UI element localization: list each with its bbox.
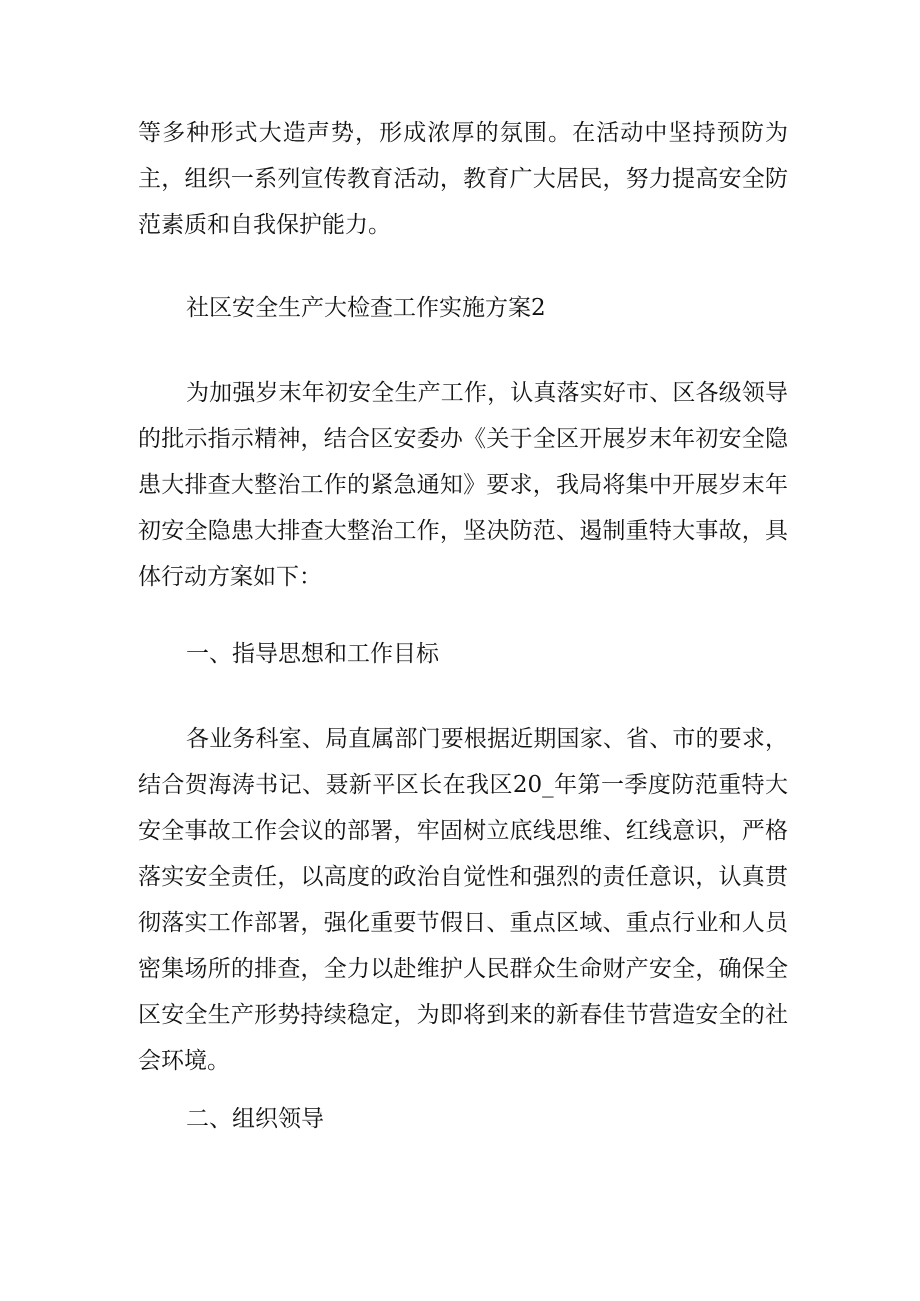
heading-organization-leadership: 二、组织领导 (186, 1106, 324, 1132)
intro-paragraph: 为加强岁末年初安全生产工作，认真落实好市、区各级领导的批示指示精神，结合区安委办《关于全区开展岁末年初安全隐患大排查大整治工作的紧急通知》要求，我局将集中开展岁末年初安全隐患大排查大整治工作，坚决防范、遏制重特大事故，具体行动方案如下： (138, 380, 788, 590)
continued-paragraph: 等多种形式大造声势，形成浓厚的氛围。在活动中坚持预防为主，组织一系列宣传教育活动，教育广大居民，努力提高安全防范素质和自我保护能力。 (138, 120, 788, 238)
guiding-ideology-paragraph: 各业务科室、局直属部门要根据近期国家、省、市的要求，结合贺海涛书记、聂新平区长在我区20_年第一季度防范重特大安全事故工作会议的部署，牢固树立底线思维、红线意识，严格落实安全责任，以高度的政治自觉性和强烈的责任意识，认真贯彻落实工作部署，强化重要节假日、重点区域、重点行业和人员密集场所的排查，全力以赴维护人民群众生命财产安全，确保全区安全生产形势持续稳定，为即将到来的新春佳节营造安全的社会环境。 (138, 726, 788, 1074)
section-title: 社区安全生产大检查工作实施方案2 (186, 295, 546, 321)
heading-guiding-ideology: 一、指导思想和工作目标 (186, 641, 439, 667)
